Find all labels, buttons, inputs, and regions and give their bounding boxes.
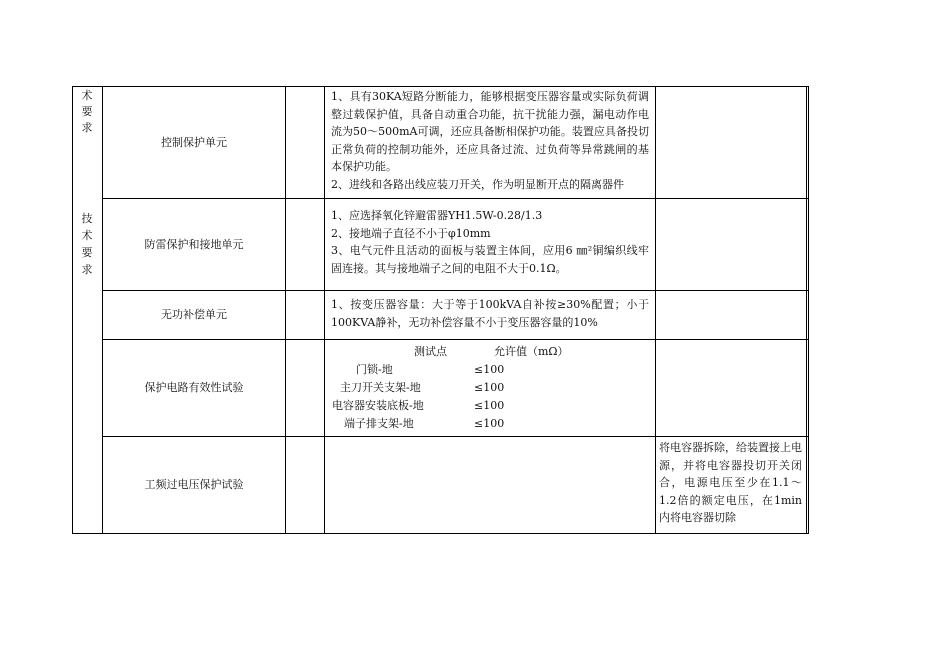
requirement-cell (331, 88, 649, 193)
test-header-point: 测试点 (414, 345, 447, 358)
row-name: 控制保护单元 (161, 135, 227, 149)
test-header-value: 允许值（mΩ） (494, 345, 569, 358)
row-name: 工频过电压保护试验 (144, 478, 244, 492)
category-char: 技 (81, 212, 93, 225)
test-point: 门锁-地 (356, 363, 393, 376)
table-bottom-border (72, 533, 808, 534)
requirement-paragraph: 2、进线和各路出线应装刀开关，作为明显断开点的隔离器件 (331, 177, 624, 191)
category-fragment (78, 88, 96, 136)
test-point: 主刀开关支架-地 (340, 381, 421, 394)
row-name: 无功补偿单元 (161, 308, 227, 322)
test-value: ≤100 (474, 399, 505, 412)
column-divider (655, 86, 656, 534)
category-char: 术 (81, 89, 93, 102)
test-value: ≤100 (474, 381, 505, 394)
table-left-border (72, 86, 73, 534)
requirement-paragraph: 3、电气元件且活动的面板与装置主体间，应用6 ㎜²铜编织线牢固连接。其与接地端子之间的电阻不大于0.1Ω。 (331, 244, 649, 275)
table-right-border-outer (808, 86, 809, 534)
remark-cell: 将电容器拆除，给装置接上电源，并将电容器投切开关闭合，电源电压至少在1.1～1.2倍的额定电压，在1min内将电容器切除 (659, 441, 802, 524)
test-point: 电容器安装底板-地 (332, 399, 424, 412)
requirement-paragraph: 1、按变压器容量：大于等于100kVA自补按≥30%配置；小于100KVA静补，无功补偿容量不小于变压器容量的10% (331, 298, 649, 329)
requirement-paragraph: 1、应选择氧化锌避雷器YH1.5W-0.28/1.3 (331, 209, 543, 222)
table-right-border (806, 86, 807, 534)
category-char: 要 (81, 105, 93, 118)
test-value: ≤100 (474, 363, 505, 376)
test-table (326, 342, 654, 434)
test-point: 端子排支架-地 (344, 417, 414, 430)
test-value: ≤100 (474, 417, 505, 430)
requirement-cell (331, 207, 649, 277)
column-divider (285, 86, 286, 534)
category-char: 术 (81, 229, 93, 242)
row-name: 防雷保护和接地单元 (144, 237, 244, 251)
row-name: 保护电路有效性试验 (144, 381, 244, 395)
requirement-paragraph: 1、具有30KA短路分断能力，能够根据变压器容量或实际负荷调整过载保护值，具备自动重合功能，抗干扰能力强，漏电动作电流为50～500mA可调，还应具备断相保护功能。装置应具备投切正常负荷的控制功能外，还应具备过流、过负荷等异常跳闸的基本保护功能。 (331, 90, 649, 173)
category-char: 要 (81, 246, 93, 259)
category-char: 求 (81, 121, 93, 134)
category-char: 求 (81, 263, 93, 276)
requirement-paragraph: 2、接地端子直径不小于φ10mm (331, 226, 491, 240)
column-divider (324, 86, 325, 534)
requirement-cell (331, 296, 649, 331)
category-label (78, 210, 96, 278)
